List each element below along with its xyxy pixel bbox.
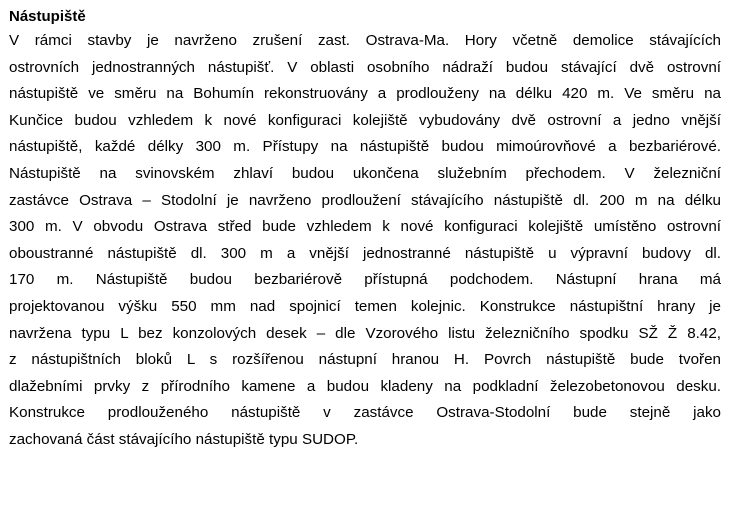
body-line: 170 m. Nástupiště budou bezbariérově přístupná podchodem. Nástupní hrana má — [9, 271, 721, 289]
body-line: z nástupištních bloků L s rozšířenou nástupní hranou H. Povrch nástupiště bude tvořen — [9, 351, 721, 369]
body-line: Kunčice budou vzhledem k nové konfiguraci kolejiště vybudovány dvě ostrovní a jedno vnější — [9, 111, 721, 129]
body-line: Konstrukce prodlouženého nástupiště v zastávce Ostrava-Stodolní bude stejně jako — [9, 404, 721, 422]
body-line: zastávce Ostrava – Stodolní je navrženo prodloužení stávajícího nástupiště dl. 200 m na délku — [9, 191, 721, 209]
section-body — [9, 28, 721, 454]
body-line: nástupiště, každé délky 300 m. Přístupy na nástupiště budou mimoúrovňové a bezbariérové. — [9, 138, 721, 156]
body-line: V rámci stavby je navrženo zrušení zast. Ostrava-Ma. Hory včetně demolice stávajících — [9, 32, 721, 49]
body-line: ostrovních jednostranných nástupišť. V oblasti osobního nádraží budou stávající dvě ostrovní — [9, 58, 721, 76]
section-heading: Nástupiště — [9, 8, 86, 25]
body-line: projektovanou výšku 550 mm nad spojnicí temen kolejnic. Konstrukce nástupištní hrany je — [9, 297, 721, 315]
body-line: 300 m. V obvodu Ostrava střed bude vzhledem k nové konfiguraci kolejiště umístěno ostrovní — [9, 218, 721, 236]
body-line: oboustranné nástupiště dl. 300 m a vnější jednostranné nástupiště u výpravní budovy dl. — [9, 244, 721, 262]
body-line: dlažebními prvky z přírodního kamene a budou kladeny na podkladní železobetonovou desku. — [9, 377, 721, 395]
document-page — [9, 6, 721, 454]
body-line: navržena typu L bez konzolových desek – dle Vzorového listu železničního spodku SŽ Ž 8.42, — [9, 324, 721, 342]
body-line: nástupiště ve směru na Bohumín rekonstruovány a prodlouženy na délku 420 m. Ve směru na — [9, 85, 721, 103]
body-line: zachovaná část stávajícího nástupiště typu SUDOP. — [9, 430, 359, 448]
body-line: Nástupiště na svinovském zhlaví budou ukončena služebním přechodem. V železniční — [9, 164, 721, 182]
